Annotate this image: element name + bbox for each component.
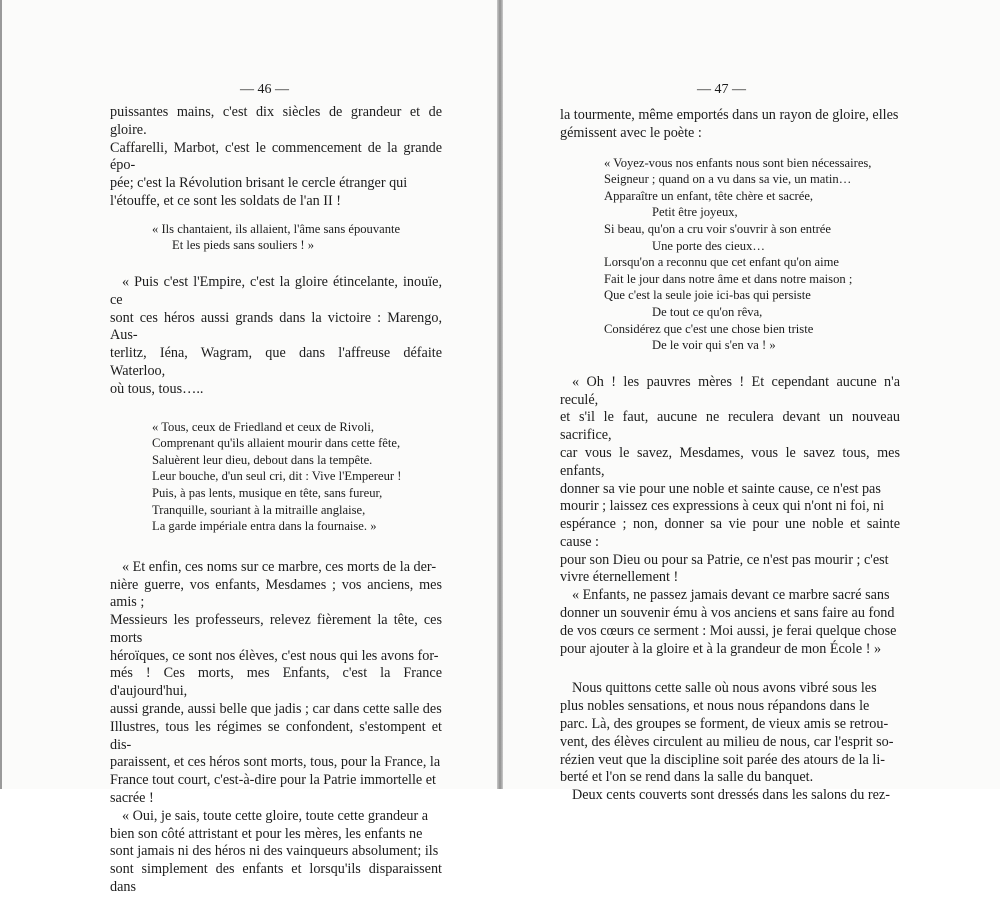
text-line: sont simplement des enfants et lorsqu'ils disparaissent dans	[110, 861, 442, 896]
page-text	[560, 107, 900, 805]
text-line: de vos cœurs ce serment : Moi aussi, je ferai quelque chose	[560, 622, 897, 639]
page-right	[503, 0, 1000, 804]
verse-line: Que c'est la seule joie ici-bas qui persiste	[604, 288, 811, 303]
verse-line: « Ils chantaient, ils allaient, l'âme sans épouvante	[152, 221, 401, 236]
page-text	[110, 104, 442, 897]
page-left	[0, 0, 497, 896]
text-line: donner un souvenir ému à vos anciens et sans faire au fond	[560, 605, 895, 622]
verse-line: Leur bouche, d'un seul cri, dit : Vive l'Empereur !	[152, 469, 402, 484]
text-line: aussi grande, aussi belle que jadis ; car dans cette salle des	[110, 701, 442, 718]
verse-line: Tranquille, souriant à la mitraille anglaise,	[152, 502, 366, 517]
page-edge	[0, 0, 2, 789]
verse-line: « Tous, ceux de Friedland et ceux de Rivoli,	[152, 419, 375, 434]
text-line: parc. Là, des groupes se forment, de vieux amis se retrou-	[560, 716, 889, 733]
text-line: Caffarelli, Marbot, c'est le commencement de la grande épo-	[110, 139, 442, 174]
verse-line: Une porte des cieux…	[652, 238, 765, 253]
text-line: Nous quittons cette salle où nous avons vibré sous les	[572, 680, 877, 697]
text-line: mourir ; laissez ces expressions à ceux qui n'ont ni foi, ni	[560, 498, 885, 515]
text-line: « Enfants, ne passez jamais devant ce marbre sacré sans	[572, 587, 890, 604]
text-line: puissantes mains, c'est dix siècles de grandeur et de gloire.	[110, 104, 442, 138]
text-line: berté et l'on se rend dans la salle du banquet.	[560, 769, 814, 786]
verse-line: Apparaître un enfant, tête chère et sacrée,	[604, 188, 814, 203]
text-line: Deux cents couverts sont dressés dans les salons du rez-	[572, 787, 890, 804]
text-line: pour son Dieu ou pour sa Patrie, ce n'est pas mourir ; c'est	[560, 551, 889, 568]
verse-line: Si beau, qu'on a cru voir s'ouvrir à son entrée	[604, 221, 831, 236]
text-line: terlitz, Iéna, Wagram, que dans l'affreuse défaite Waterloo,	[110, 345, 442, 379]
text-line: nière guerre, vos enfants, Mesdames ; vos anciens, mes amis ;	[110, 576, 442, 611]
text-line: sont jamais ni des héros ni des vainqueurs absolument; ils	[110, 843, 439, 860]
text-line: sacrée !	[110, 790, 154, 807]
text-line: l'étouffe, et ce sont les soldats de l'an II !	[110, 192, 341, 209]
text-line: où tous, tous…..	[110, 380, 204, 397]
verse-line: De tout ce qu'on rêva,	[652, 304, 763, 319]
page-number: — 47 —	[697, 82, 746, 97]
text-line: rézien veut que la discipline soit parée des atours de la li-	[560, 751, 886, 768]
verse-line: Seigneur ; quand on a vu dans sa vie, un matin…	[604, 172, 852, 187]
verse-line: « Voyez-vous nos enfants nous sont bien nécessaires,	[604, 155, 872, 170]
text-line: la tourmente, même emportés dans un rayon de gloire, elles	[560, 107, 899, 123]
text-line: paraissent, et ces héros sont morts, tous, pour la France, la	[110, 754, 441, 771]
text-line: pour ajouter à la gloire et à la grandeur de mon École ! »	[560, 640, 882, 657]
verse-line: Fait le jour dans notre âme et dans notre maison ;	[604, 271, 853, 286]
verse-line: Et les pieds sans souliers ! »	[172, 238, 315, 253]
text-line: gémissent avec le poète :	[560, 124, 702, 141]
page-number: — 46 —	[240, 82, 289, 97]
text-line: plus nobles sensations, et nous nous répandons dans le	[560, 698, 870, 715]
text-line: « Puis c'est l'Empire, c'est la gloire étincelante, inouïe, ce	[110, 273, 442, 308]
text-line: et s'il le faut, aucune ne reculera devant un nouveau sacrifice,	[560, 409, 900, 444]
verse-line: Comprenant qu'ils allaient mourir dans cette fête,	[152, 436, 401, 451]
text-line: vivre éternellement !	[560, 569, 679, 586]
verse-line: Petit être joyeux,	[652, 205, 738, 220]
text-line: France tout court, c'est-à-dire pour la Patrie immortelle et	[110, 772, 436, 789]
verse-line: La garde impériale entra dans la fournaise. »	[152, 519, 377, 534]
text-line: Messieurs les professeurs, relevez fièrement la tête, ces morts	[110, 612, 442, 646]
verse-line: Saluèrent leur dieu, debout dans la tempête.	[152, 452, 373, 467]
verse-quote	[110, 419, 442, 535]
text-line: més ! Ces morts, mes Enfants, c'est la France d'aujourd'hui,	[110, 665, 442, 700]
text-line: espérance ; non, donner sa vie pour une noble et sainte cause :	[560, 516, 900, 550]
text-line: sont ces héros aussi grands dans la victoire : Marengo, Aus-	[110, 309, 442, 344]
text-line: car vous le savez, Mesdames, vous le savez tous, mes enfants,	[560, 444, 900, 479]
verse-line: Puis, à pas lents, musique en tête, sans fureur,	[152, 485, 383, 500]
verse-line: Lorsqu'on a reconnu que cet enfant qu'on aime	[604, 255, 839, 270]
text-line: vent, des élèves circulent au milieu de nous, car l'esprit so-	[560, 733, 894, 750]
text-line: « Oui, je sais, toute cette gloire, toute cette grandeur a	[122, 807, 429, 824]
text-line: bien son côté attristant et pour les mères, les enfants ne	[110, 825, 423, 842]
verse-poem	[560, 155, 900, 354]
text-line: Illustres, tous les régimes se confondent, s'estompent et dis-	[110, 718, 442, 753]
text-line: pée; c'est la Révolution brisant le cercle étranger qui	[110, 175, 408, 192]
text-line: héroïques, ce sont nos élèves, c'est nous qui les avons for-	[110, 647, 439, 664]
text-line: « Oh ! les pauvres mères ! Et cependant aucune n'a reculé,	[560, 373, 900, 408]
verse-quote	[110, 221, 442, 254]
text-line: donner sa vie pour une noble et sainte cause, ce n'est pas	[560, 480, 881, 497]
verse-line: De le voir qui s'en va ! »	[652, 338, 776, 353]
text-line: « Et enfin, ces noms sur ce marbre, ces morts de la der-	[122, 558, 437, 575]
verse-line: Considérez que c'est une chose bien triste	[604, 321, 814, 336]
